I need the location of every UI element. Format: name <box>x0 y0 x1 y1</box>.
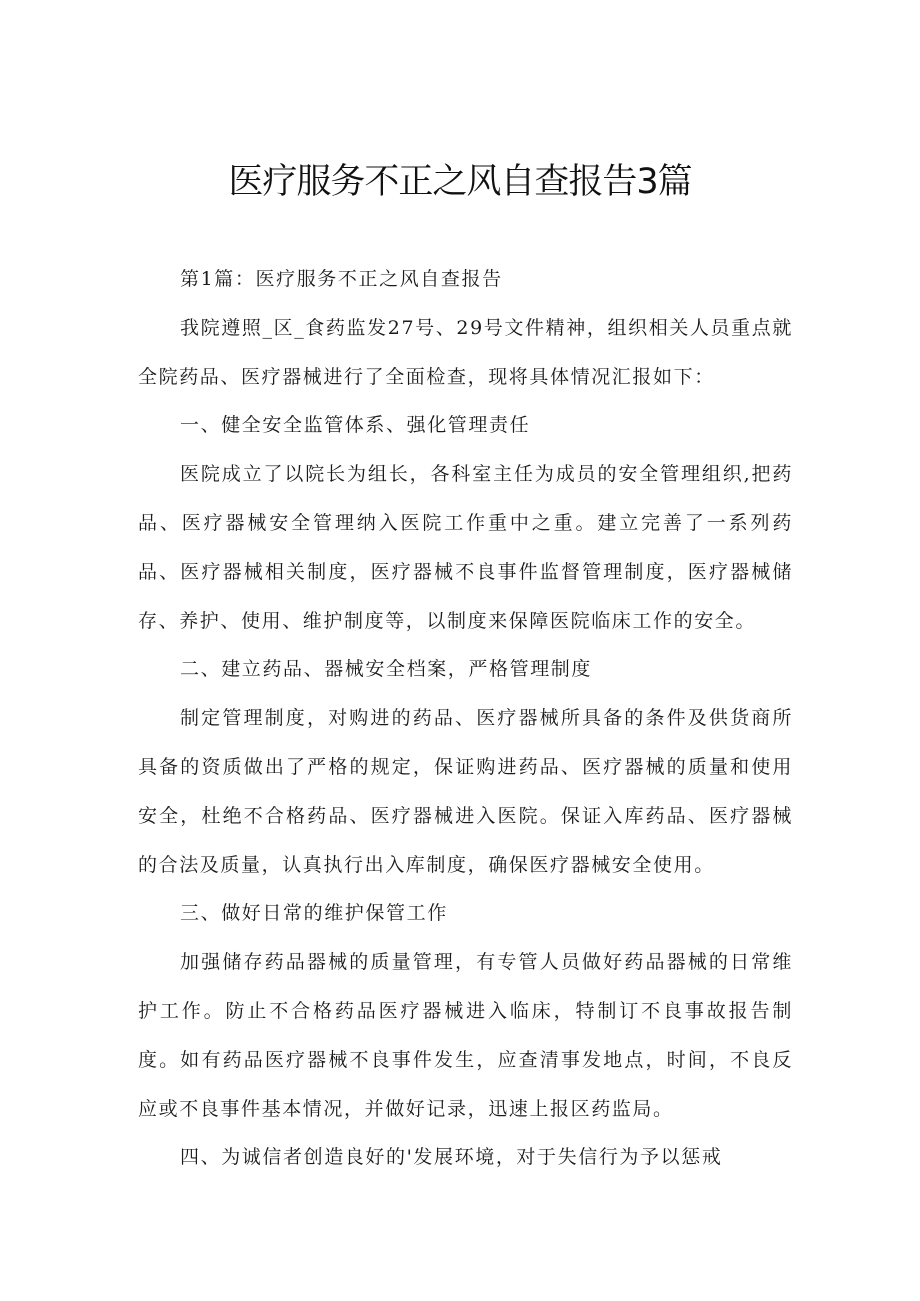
body-paragraph: 制定管理制度，对购进的药品、医疗器械所具备的条件及供货商所具备的资质做出了严格的规定，保证购进药品、医疗器械的质量和使用安全，杜绝不合格药品、医疗器械进入医院。保证入库药品、医疗器械的合法及质量，认真执行出入库制度，确保医疗器械安全使用。 <box>138 707 793 876</box>
section-heading: 三、做好日常的维护保管工作 <box>180 902 448 925</box>
document-body <box>138 255 793 1182</box>
section-heading: 一、健全安全监管体系、强化管理责任 <box>180 414 531 437</box>
section-heading: 二、建立药品、器械安全档案，严格管理制度 <box>180 658 593 681</box>
document-title: 医疗服务不正之风自查报告3篇 <box>228 162 692 202</box>
section-heading: 第1篇：医疗服务不正之风自查报告 <box>180 268 503 290</box>
body-paragraph: 加强储存药品器械的质量管理，有专管人员做好药品器械的日常维护工作。防止不合格药品医疗器械进入临床，特制订不良事故报告制度。如有药品医疗器械不良事件发生，应查清事发地点，时间，不良反应或不良事件基本情况，并做好记录，迅速上报区药监局。 <box>138 951 793 1120</box>
body-paragraph: 我院遵照_区_食药监发27号、29号文件精神，组织相关人员重点就全院药品、医疗器械进行了全面检查，现将具体情况汇报如下： <box>138 316 793 388</box>
section-heading: 四、为诚信者创造良好的'发展环境，对于失信行为予以惩戒 <box>180 1146 723 1169</box>
body-paragraph: 医院成立了以院长为组长，各科室主任为成员的安全管理组织,把药品、医疗器械安全管理纳入医院工作重中之重。建立完善了一系列药品、医疗器械相关制度，医疗器械不良事件监督管理制度，医疗器械储存、养护、使用、维护制度等，以制度来保障医院临床工作的安全。 <box>138 463 793 632</box>
